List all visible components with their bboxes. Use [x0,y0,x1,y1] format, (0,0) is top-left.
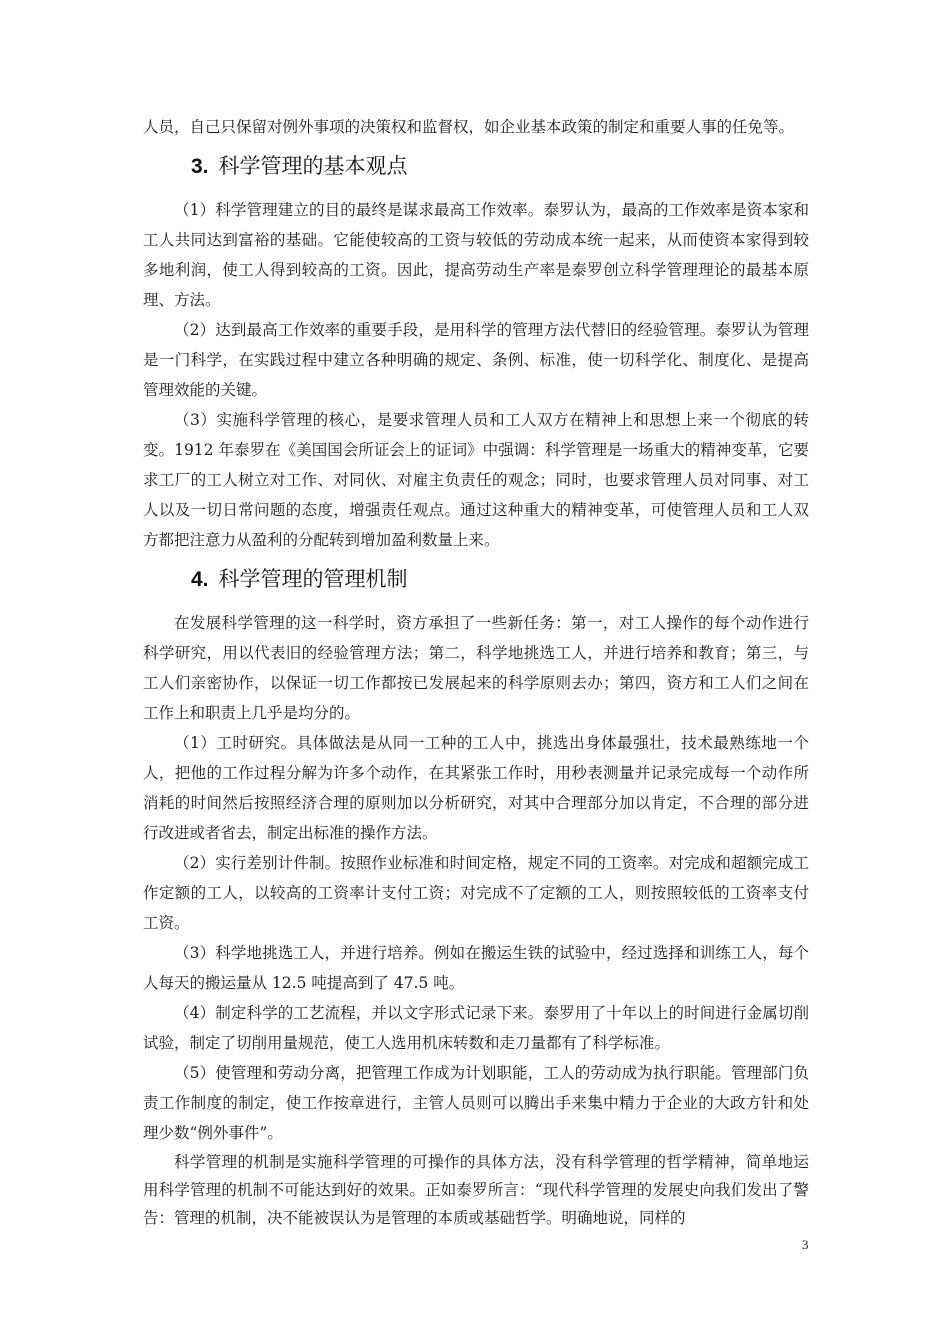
section-3-paragraph-2: （2）达到最高工作效率的重要手段，是用科学的管理方法代替旧的经验管理。泰罗认为管理是一门科学，在实践过程中建立各种明确的规定、条例、标准，使一切科学化、制度化、是提高管理效能的关键。 [143,321,809,399]
section-3-paragraph-3: （3）实施科学管理的核心，是要求管理人员和工人双方在精神上和思想上来一个彻底的转变。1912 年泰罗在《美国国会所证会上的证词》中强调：科学管理是一场重大的精神变革，它要求工厂的工人树立对工作、对同伙、对雇主负责任的观念；同时，也要求管理人员对同事、对工人以及一切日常问题的态度，增强责任观点。通过这种重大的精神变革，可使管理人员和工人双方都把注意力从盈利的分配转到增加盈利数量上来。 [143,411,809,549]
section-4-item-1: （1）工时研究。具体做法是从同一工种的工人中，挑选出身体最强壮，技术最熟练地一个人，把他的工作过程分解为许多个动作，在其紧张工作时，用秒表测量并记录完成每一个动作所消耗的时间然后按照经济合理的原则加以分析研究，对其中合理部分加以肯定，不合理的部分进行改进或者省去，制定出标准的操作方法。 [143,734,809,842]
document-body [143,112,809,1232]
section-4-item-3: （3）科学地挑选工人，并进行培养。例如在搬运生铁的试验中，经过选择和训练工人，每个人每天的搬运量从 12.5 吨提高到了 47.5 吨。 [143,944,809,992]
section-4-closing: 科学管理的机制是实施科学管理的可操作的具体方法，没有科学管理的哲学精神，简单地运用科学管理的机制不可能达到好的效果。正如泰罗所言：“现代科学管理的发展史向我们发出了警告：管理的机制，决不能被误认为是管理的本质或基础哲学。明确地说，同样的 [143,1153,809,1227]
section-4-item-4: （4）制定科学的工艺流程，并以文字形式记录下来。泰罗用了十年以上的时间进行金属切削试验，制定了切削用量规范，使工人选用机床转数和走刀量都有了科学标准。 [143,1004,809,1052]
section-3-title: 科学管理的基本观点 [218,154,408,178]
page-number: 3 [802,1237,809,1252]
section-3-number: 3. [191,155,209,178]
section-4-item-2: （2）实行差别计件制。按照作业标准和时间定格，规定不同的工资率。对完成和超额完成工作定额的工人，以较高的工资率计支付工资；对完成不了定额的工人，则按照较低的工资率支付工资。 [143,854,809,932]
section-3-heading [143,146,809,187]
section-4-intro: 在发展科学管理的这一科学时，资方承担了一些新任务：第一，对工人操作的每个动作进行科学研究，用以代表旧的经验管理方法；第二，科学地挑选工人，并进行培养和教育；第三，与工人们亲密协作，以保证一切工作都按已发展起来的科学原则去办；第四，资方和工人们之间在工作上和职责上几乎是均分的。 [143,614,809,722]
intro-paragraph: 人员，自己只保留对例外事项的决策权和监督权，如企业基本政策的制定和重要人事的任免等。 [143,118,795,136]
section-3-paragraph-1: （1）科学管理建立的目的最终是谋求最高工作效率。泰罗认为，最高的工作效率是资本家和工人共同达到富裕的基础。它能使较高的工资与较低的劳动成本统一起来，从而使资本家得到较多地利润，使工人得到较高的工资。因此，提高劳动生产率是泰罗创立科学管理理论的最基本原理、方法。 [143,201,809,309]
section-4-item-5: （5）使管理和劳动分离，把管理工作成为计划职能，工人的劳动成为执行职能。管理部门负责工作制度的制定，使工作按章进行，主管人员则可以腾出手来集中精力于企业的大政方针和处理少数“例外事件”。 [143,1064,809,1142]
section-4-number: 4. [191,568,209,591]
section-4-title: 科学管理的管理机制 [218,567,408,591]
section-4-heading [143,559,809,600]
